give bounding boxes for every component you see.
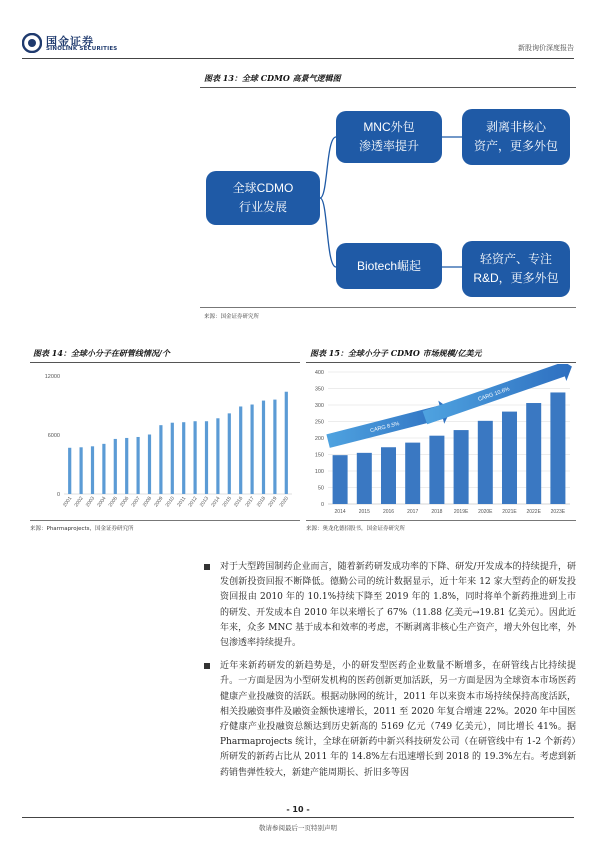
bar xyxy=(381,447,396,504)
pipeline-bar-chart xyxy=(30,364,300,518)
x-tick-label: 2012 xyxy=(187,495,199,509)
bar xyxy=(273,400,276,494)
bar xyxy=(182,422,185,494)
x-tick-label: 2008 xyxy=(141,495,154,509)
figure13-title: 图表 13：全球 CDMO 高景气逻辑图 xyxy=(204,73,341,83)
figure15-bottom-rule xyxy=(306,520,576,521)
figure14-title: 图表 14：全球小分子在研管线情况/个 xyxy=(33,348,170,358)
brand-name-en: SINOLINK SECURITIES xyxy=(46,46,118,52)
x-tick-label: 2001 xyxy=(62,495,74,509)
paragraph-text: 近年来新药研发的新趋势是，小的研发型医药企业数量不断增多，在研管线占比持续提升。一方面是因为小型研发机构的医药创新更加活跃，另一方面是因为全球资本市场医药健康产业投融资的活跃。根据动脉网的统计，2011 年以来资本市场持续保持高度活跃，相关投融资事件及融资金额快速增长，2011 至 2020 年复合增速 22%。2020 年中国医疗健康产业投融资总额达到历史新高的 5169 亿元（749 亿美元），同比增长 41%。据 Pharmaprojects 统计，全球在研新药中新兴科技研发公司（在研管线中有 1-2 个新药）所研发的新药占比从 2011 年的 14.8%左右迅速增长到 2018 的 19.3%左右。考虑到新药销售弹性较大，新建产能周期长、折旧多等因 xyxy=(220,661,576,778)
bar xyxy=(137,437,140,494)
bar xyxy=(262,401,265,494)
x-tick-label: 2009 xyxy=(153,495,165,509)
y-tick-label: 100 xyxy=(314,469,324,475)
bar xyxy=(502,412,517,504)
report-type: 新股询价深度报告 xyxy=(518,44,574,52)
node-divest-noncore: 剥离非核心 资产，更多外包 xyxy=(462,109,570,165)
bar xyxy=(171,423,174,494)
disclaimer: 敬请参阅最后一页特别声明 xyxy=(259,824,337,832)
x-tick-label: 2022E xyxy=(526,509,541,515)
bar xyxy=(357,453,372,504)
node-mnc-outsourcing: MNC外包 渗透率提升 xyxy=(336,111,442,163)
bar xyxy=(102,444,105,494)
figure15-top-rule xyxy=(306,362,576,363)
y-tick-label: 300 xyxy=(314,403,324,409)
figure13-source: 来源：国金证券研究所 xyxy=(204,314,260,320)
x-tick-label: 2013 xyxy=(198,495,211,509)
x-tick-label: 2015 xyxy=(221,495,233,509)
footer-divider xyxy=(22,817,574,818)
cagr-label: CARG 8.5% xyxy=(369,421,401,435)
bar xyxy=(68,448,71,494)
bar xyxy=(333,455,348,504)
bar xyxy=(550,392,565,504)
bar xyxy=(216,418,219,494)
x-tick-label: 2014 xyxy=(210,495,222,509)
bar xyxy=(478,421,493,504)
bar xyxy=(205,421,208,494)
y-tick-label: 150 xyxy=(314,452,324,459)
node-biotech-rise: Biotech崛起 xyxy=(336,243,442,289)
x-tick-label: 2019 xyxy=(267,495,279,509)
bar xyxy=(526,403,541,504)
y-tick-label: 350 xyxy=(314,386,324,393)
bullet-square-icon xyxy=(204,663,210,669)
y-tick-label: 6000 xyxy=(47,433,60,439)
bar xyxy=(159,425,162,494)
bar xyxy=(251,405,254,494)
paragraph-text: 对于大型跨国制药企业而言，随着新药研发成功率的下降、研发/开发成本的持续提升，研发创新投资回报不断降低。德勤公司的统计数据显示，近十年来 12 家大型药企的研发投资回报由 2010 年的 10.1%持续下降至 2019 年的 1.8%，同时将单个新药推进到上市的研发、开发成本自 2010 年以来增长了 67%（11.88 亿美元→19.81 亿美元）。因此近年来，众多 MNC 基于成本和效率的考虑，不断剥离非核心生产资产，增大外包比率，外包渗透率持续提升。 xyxy=(220,562,576,649)
y-tick-label: 50 xyxy=(317,485,324,492)
bar xyxy=(194,421,197,494)
y-tick-label: 200 xyxy=(314,436,324,442)
bar xyxy=(405,443,420,504)
x-tick-label: 2018 xyxy=(431,509,443,515)
y-tick-label: 250 xyxy=(314,419,324,426)
x-tick-label: 2006 xyxy=(119,495,131,509)
page-number: - 10 - xyxy=(286,805,310,814)
x-tick-label: 2010 xyxy=(164,495,176,509)
x-tick-label: 2007 xyxy=(130,495,142,509)
bar xyxy=(80,447,83,494)
y-tick-label: 0 xyxy=(320,502,324,508)
x-tick-label: 2016 xyxy=(233,495,245,509)
x-tick-label: 2018 xyxy=(255,495,268,509)
figure15-title: 图表 15：全球小分子 CDMO 市场规模/亿美元 xyxy=(310,348,482,358)
cagr-label: CARG 10.6% xyxy=(477,386,511,403)
bar xyxy=(228,413,231,494)
paragraph xyxy=(204,659,576,781)
bar xyxy=(91,446,94,494)
header-divider xyxy=(22,58,574,59)
x-tick-label: 2023E xyxy=(550,509,566,515)
x-tick-label: 2011 xyxy=(176,495,188,508)
bar xyxy=(429,436,444,504)
x-tick-label: 2005 xyxy=(107,495,119,509)
bar xyxy=(125,438,128,494)
node-global-cdmo: 全球CDMO 行业发展 xyxy=(206,171,320,225)
figure13-top-rule xyxy=(200,87,576,88)
x-tick-label: 2003 xyxy=(84,495,97,509)
figure15-source: 来源：奥龙化德招股书，国金证券研究所 xyxy=(306,526,406,532)
bar xyxy=(285,392,288,494)
figure14-source: 来源：Pharmaprojects，国金证券研究所 xyxy=(30,526,134,532)
bar xyxy=(454,430,469,504)
x-tick-label: 2002 xyxy=(73,495,85,509)
sinolink-logo-icon xyxy=(22,33,42,53)
x-tick-label: 2017 xyxy=(244,495,256,509)
cdmo-market-bar-chart xyxy=(306,364,576,518)
x-tick-label: 2016 xyxy=(382,509,395,515)
x-tick-label: 2004 xyxy=(96,495,108,509)
x-tick-label: 2015 xyxy=(358,509,370,515)
y-tick-label: 400 xyxy=(314,370,324,376)
x-tick-label: 2014 xyxy=(334,509,346,515)
x-tick-label: 2021E xyxy=(502,509,517,515)
body-text xyxy=(204,560,576,789)
y-tick-label: 0 xyxy=(56,492,60,498)
paragraph xyxy=(204,560,576,651)
bar xyxy=(148,435,151,494)
bar xyxy=(239,406,242,494)
cdmo-logic-diagram xyxy=(200,95,572,303)
node-asset-light-rd: 轻资产、专注 R&D，更多外包 xyxy=(462,241,570,297)
figure14-top-rule xyxy=(30,362,300,363)
y-tick-label: 12000 xyxy=(44,374,60,380)
bullet-square-icon xyxy=(204,564,210,570)
x-tick-label: 2020E xyxy=(478,509,493,515)
x-tick-label: 2019E xyxy=(453,509,469,515)
bar xyxy=(114,439,117,494)
x-tick-label: 2017 xyxy=(407,509,419,515)
brand-name-cn: 国金证券 xyxy=(46,35,94,48)
figure14-bottom-rule xyxy=(30,520,300,521)
x-tick-label: 2020 xyxy=(278,495,290,509)
figure13-bottom-rule xyxy=(200,307,576,308)
